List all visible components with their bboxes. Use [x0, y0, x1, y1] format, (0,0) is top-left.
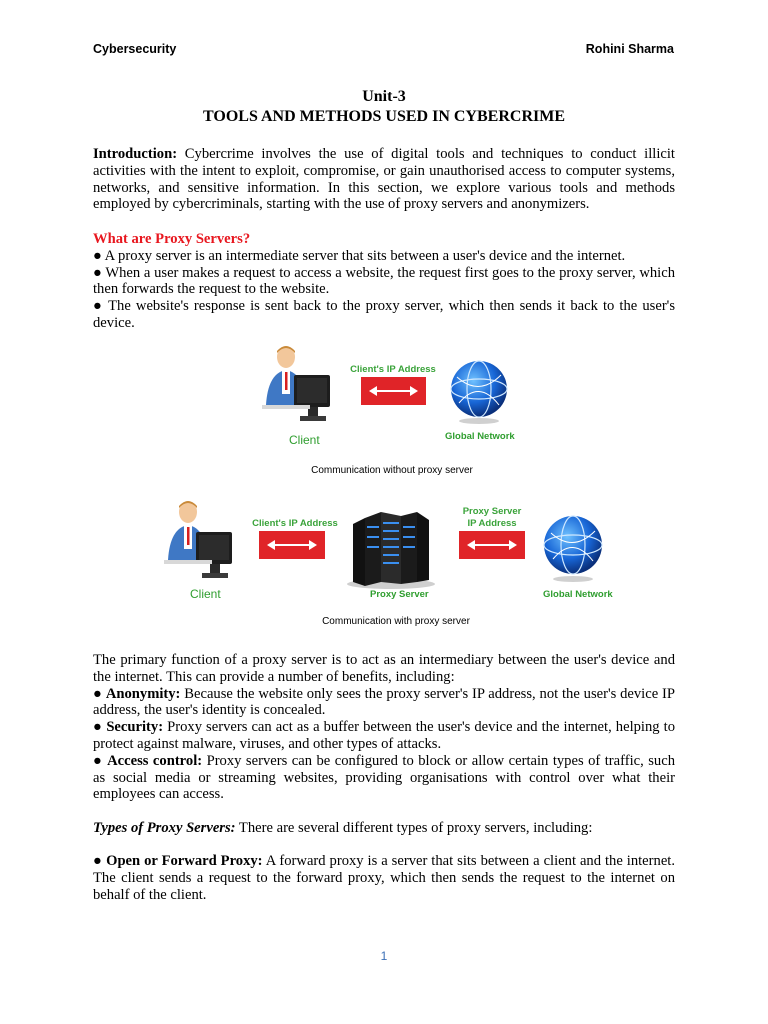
proxy-section	[93, 231, 675, 332]
benefit-security-label: Security:	[106, 719, 164, 736]
types-text: There are several different types of proxy servers, including:	[235, 820, 593, 836]
unit-heading: Unit-3	[362, 88, 406, 105]
types-label: Types of Proxy Servers:	[93, 820, 236, 836]
global-network-icon	[449, 357, 509, 427]
header-right: Rohini Sharma	[585, 42, 674, 56]
benefit-anonymity-label: Anonymity:	[105, 685, 181, 702]
intro-label: Introduction:	[93, 146, 178, 162]
diagram2-server-label: Proxy Server	[370, 589, 429, 600]
intro-paragraph	[93, 146, 675, 213]
proxy-bullet-1: ● A proxy server is an intermediate server that sits between a user's device and the internet.	[93, 247, 626, 264]
diagram2-caption: Communication with proxy server	[322, 616, 470, 627]
proxy-heading: What are Proxy Servers?	[93, 231, 251, 247]
benefit-access-control: ● Access control: Proxy servers can be configured to block or allow certain types of traffic, such as social media or streaming websites, providing organisations with control over what their employees can access.	[93, 752, 675, 803]
diagram2-arrow2-label	[452, 506, 532, 530]
diagram2-arrow1-box	[259, 531, 325, 559]
arrow2-label-line2: IP Address	[467, 518, 517, 529]
diagram2-arrow1-label: Client's IP Address	[252, 518, 338, 529]
diagram1-client-label: Client	[289, 433, 320, 447]
double-arrow-icon	[459, 531, 525, 559]
benefit-anonymity-text: Because the website only sees the proxy server's IP address, not the user's device IP address, the user's identity is concealed.	[93, 685, 675, 719]
benefits-section	[93, 652, 675, 803]
diagram2-arrow2-box	[459, 531, 525, 559]
diagram1-network-label: Global Network	[445, 431, 515, 442]
page-title: TOOLS AND METHODS USED IN CYBERCRIME	[203, 108, 565, 125]
double-arrow-icon	[259, 531, 325, 559]
proxy-bullet-3: ● The website's response is sent back to the proxy server, which then sends it back to the user's device.	[93, 298, 675, 331]
client-computer-icon	[258, 345, 338, 430]
diagram1-arrow-box	[361, 377, 426, 405]
benefits-intro: The primary function of a proxy server is to act as an intermediary between the user's device and the internet. This can provide a number of benefits, including:	[93, 652, 675, 685]
global-network-icon-2	[543, 511, 603, 585]
proxy-bullet-2: ● When a user makes a request to access a website, the request first goes to the proxy server, which then forwards the request to the website.	[93, 264, 675, 298]
arrow2-label-line1: Proxy Server	[462, 506, 522, 517]
client-computer-icon-2	[160, 500, 240, 585]
proxy-server-icon	[345, 508, 437, 590]
forward-proxy-label: Open or Forward Proxy:	[106, 853, 263, 869]
benefit-access-label: Access control:	[107, 752, 203, 769]
benefit-access-text: Proxy servers can be configured to block or allow certain types of traffic, such as social media or streaming websites, providing organisations with control over what their employees can access.	[93, 752, 675, 803]
diagram1-caption: Communication without proxy server	[311, 465, 473, 476]
intro-text: Cybercrime involves the use of digital tools and techniques to conduct illicit activities with the intent to exploit, compromise, or gain unauthorised access to computer systems, networks, and sensitive information. In this section, we explore various tools and methods employed by cybercriminals, starting with the use of proxy servers and anonymizers.	[93, 146, 675, 213]
benefit-anonymity: ● Anonymity: Because the website only sees the proxy server's IP address, not the user's device IP address, the user's identity is concealed.	[93, 685, 675, 719]
double-arrow-icon	[361, 377, 426, 405]
header-left: Cybersecurity	[93, 42, 177, 56]
forward-proxy-paragraph: ● Open or Forward Proxy: A forward proxy is a server that sits between a client and the internet. The client sends a request to the forward proxy, which then sends the request to the internet on behalf of the client.	[93, 853, 676, 903]
benefit-security-text: Proxy servers can act as a buffer between the user's device and the internet, helping to protect against malware, viruses, and other types of attacks.	[93, 719, 675, 752]
page-number: 1	[380, 949, 388, 963]
diagram2-network-label: Global Network	[543, 589, 613, 600]
diagram2-client-label: Client	[190, 587, 221, 601]
benefit-security: ● Security: Proxy servers can act as a buffer between the user's device and the internet, helping to protect against malware, viruses, and other types of attacks.	[93, 719, 675, 752]
types-paragraph	[93, 820, 675, 837]
diagram1-arrow-label: Client's IP Address	[350, 364, 436, 375]
forward-proxy-text: A forward proxy is a server that sits between a client and the internet. The client sends a request to the forward proxy, which then sends the request to the internet on behalf of the client.	[93, 853, 676, 903]
